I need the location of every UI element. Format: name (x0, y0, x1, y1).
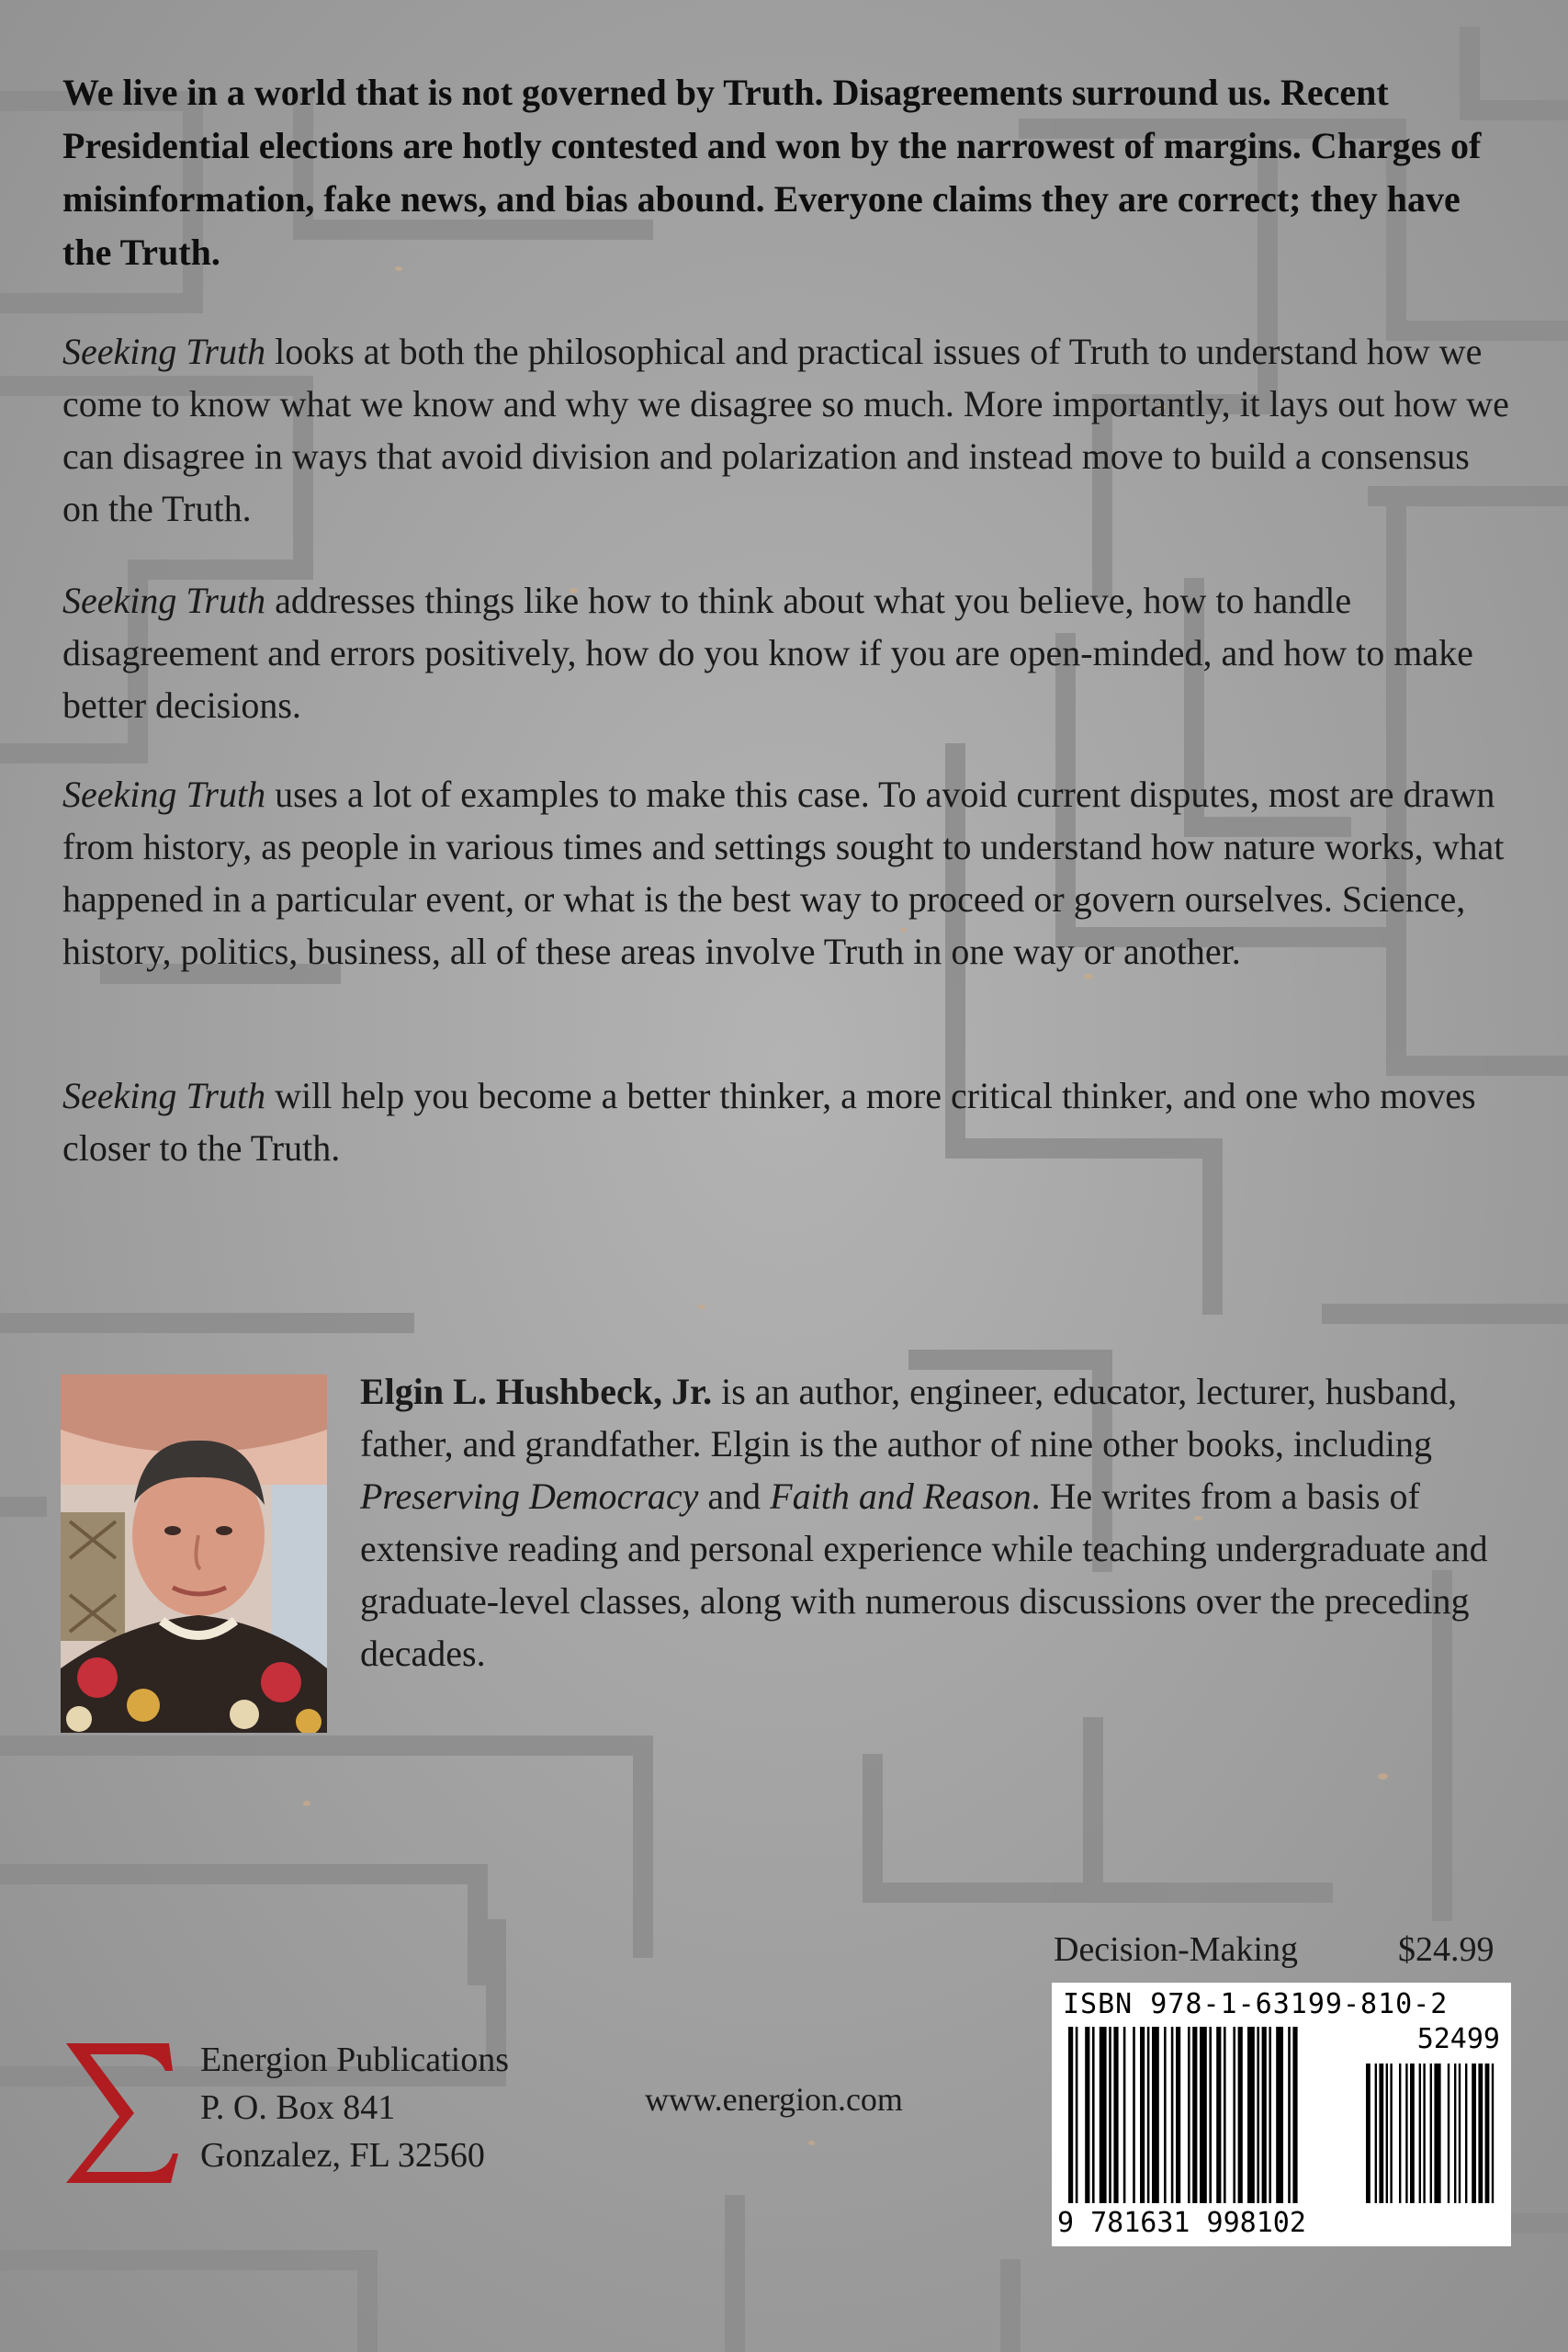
blurb-paragraph-2 (62, 574, 1514, 731)
barcode-addon-bar (1386, 2064, 1388, 2203)
book-reference: Preserving Democracy (360, 1476, 699, 1517)
publisher-address-line1: P. O. Box 841 (200, 2088, 396, 2127)
author-bio (360, 1365, 1517, 1679)
barcode-bar (1100, 2027, 1107, 2203)
barcode-addon-bar (1459, 2064, 1461, 2203)
barcode-bar (1164, 2027, 1167, 2203)
isbn-label: ISBN 978-1-63199-810-2 (1063, 1988, 1449, 2020)
publisher-name: Energion Publications (200, 2041, 509, 2079)
paragraph-text: looks at both the philosophical and practical issues of Truth to understand how we come to know what we know and why we disagree so much. More importantly, it lays out how we can disagree in ways that avoid division and polarization and instead move to build a consensus on the Truth. (62, 331, 1509, 529)
barcode-bar (1292, 2027, 1297, 2203)
texture-speck (808, 2141, 815, 2145)
barcode-bar (1257, 2027, 1259, 2203)
price-label: $24.99 (1398, 1930, 1495, 1969)
barcode-bar (1276, 2027, 1283, 2203)
barcode-bar (1288, 2027, 1291, 2203)
barcode-bar (1171, 2027, 1174, 2203)
barcode-addon-bar (1492, 2064, 1494, 2203)
barcode-bar (1147, 2027, 1150, 2203)
barcode-bar (1192, 2027, 1197, 2203)
author-photo (61, 1374, 327, 1733)
barcode-bar (1262, 2027, 1267, 2203)
barcode-bar (1092, 2027, 1095, 2203)
barcode-bar (1076, 2027, 1078, 2203)
barcode-addon-bar (1399, 2064, 1401, 2203)
author-name: Elgin L. Hushbeck, Jr. (360, 1371, 713, 1412)
isbn-barcode (1052, 1983, 1511, 2246)
texture-speck (1378, 1773, 1388, 1780)
barcode-bar (1238, 2027, 1243, 2203)
book-title: Seeking Truth (62, 1075, 266, 1116)
blurb-hook: We live in a world that is not governed by Truth. Disagreements surround us. Recent Presidential elections are hotly contested and won by the narrowest of margins. Charges of misinformation, fake news, and bias abound. Everyone claims they are correct; they have the Truth. (62, 72, 1482, 273)
barcode-bar (1068, 2027, 1073, 2203)
barcode-addon-number: 52499 (1416, 2023, 1500, 2055)
book-reference: Faith and Reason (770, 1476, 1032, 1517)
barcode-bar (1140, 2027, 1145, 2203)
texture-speck (303, 1801, 310, 1806)
barcode-addon-bar (1485, 2064, 1490, 2203)
barcode-bar (1109, 2027, 1111, 2203)
barcode-bar (1216, 2027, 1221, 2203)
author-bio-text: and (698, 1476, 771, 1517)
publisher-address-line2: Gonzalez, FL 32560 (200, 2136, 485, 2175)
author-bio-text: is an author, engineer, educator, lecturer, husband, father, and grandfather. Elgin is the author of nine other books, including (360, 1371, 1458, 1464)
blurb-paragraph-1 (62, 325, 1514, 535)
paragraph-text: uses a lot of examples to make this case. To avoid current disputes, most are drawn from history, as people in various times and settings sought to understand how nature works, what happened in a particular event, or what is the best way to proceed or govern ourselves. Science, history, politics, business, all of these areas involve Truth in one way or another. (62, 774, 1505, 972)
barcode-bar (1200, 2027, 1207, 2203)
publisher-website-link[interactable]: www.energion.com (645, 2081, 903, 2118)
barcode-bar (1133, 2027, 1135, 2203)
barcode-addon-bar (1472, 2064, 1476, 2203)
barcode-bar (1209, 2027, 1212, 2203)
barcode-addon-bar (1366, 2064, 1371, 2203)
sigma-icon (62, 2040, 178, 2187)
barcode-addon-bar (1434, 2064, 1440, 2203)
barcode-bar (1113, 2027, 1118, 2203)
barcode-bar (1176, 2027, 1180, 2203)
barcode-number: 9 781631 998102 (1057, 2207, 1306, 2239)
barcode-bars (1063, 2027, 1500, 2218)
barcode-addon-bar (1379, 2064, 1383, 2203)
barcode-addon-bar (1430, 2064, 1432, 2203)
author-bio-text: . He writes from a basis of extensive reading and personal experience while teaching undergraduate and graduate-level classes, along with numerous discussions over the preceding decades. (360, 1476, 1488, 1674)
barcode-bar (1085, 2027, 1089, 2203)
category-label: Decision-Making (1054, 1930, 1298, 1969)
barcode-addon-bar (1465, 2064, 1467, 2203)
barcode-addon-bar (1454, 2064, 1456, 2203)
barcode-addon-bar (1410, 2064, 1415, 2203)
book-title: Seeking Truth (62, 580, 266, 621)
publisher-info (200, 2036, 509, 2179)
barcode-bar (1224, 2027, 1226, 2203)
barcode-bar (1188, 2027, 1190, 2203)
barcode-bar (1123, 2027, 1126, 2203)
barcode-addon-bar (1448, 2064, 1450, 2203)
barcode-bar (1233, 2027, 1235, 2203)
texture-speck (698, 1305, 705, 1309)
barcode-addon-bar (1405, 2064, 1407, 2203)
barcode-addon-bar (1478, 2064, 1483, 2203)
barcode-addon-bar (1375, 2064, 1377, 2203)
blurb-paragraph-4 (62, 1069, 1514, 1174)
barcode-addon-bar (1423, 2064, 1425, 2203)
barcode-addon-bar (1419, 2064, 1421, 2203)
barcode-bar (1152, 2027, 1159, 2203)
paragraph-text: addresses things like how to think about what you believe, how to handle disagreement and errors positively, how do you know if you are open-minded, and how to make better decisions. (62, 580, 1473, 726)
barcode-bar (1269, 2027, 1271, 2203)
book-title: Seeking Truth (62, 331, 266, 372)
book-title: Seeking Truth (62, 774, 266, 815)
blurb-paragraph-3 (62, 768, 1514, 978)
barcode-addon-bar (1390, 2064, 1392, 2203)
paragraph-text: will help you become a better thinker, a more critical thinker, and one who moves closer to the Truth. (62, 1075, 1476, 1169)
barcode-bar (1247, 2027, 1255, 2203)
